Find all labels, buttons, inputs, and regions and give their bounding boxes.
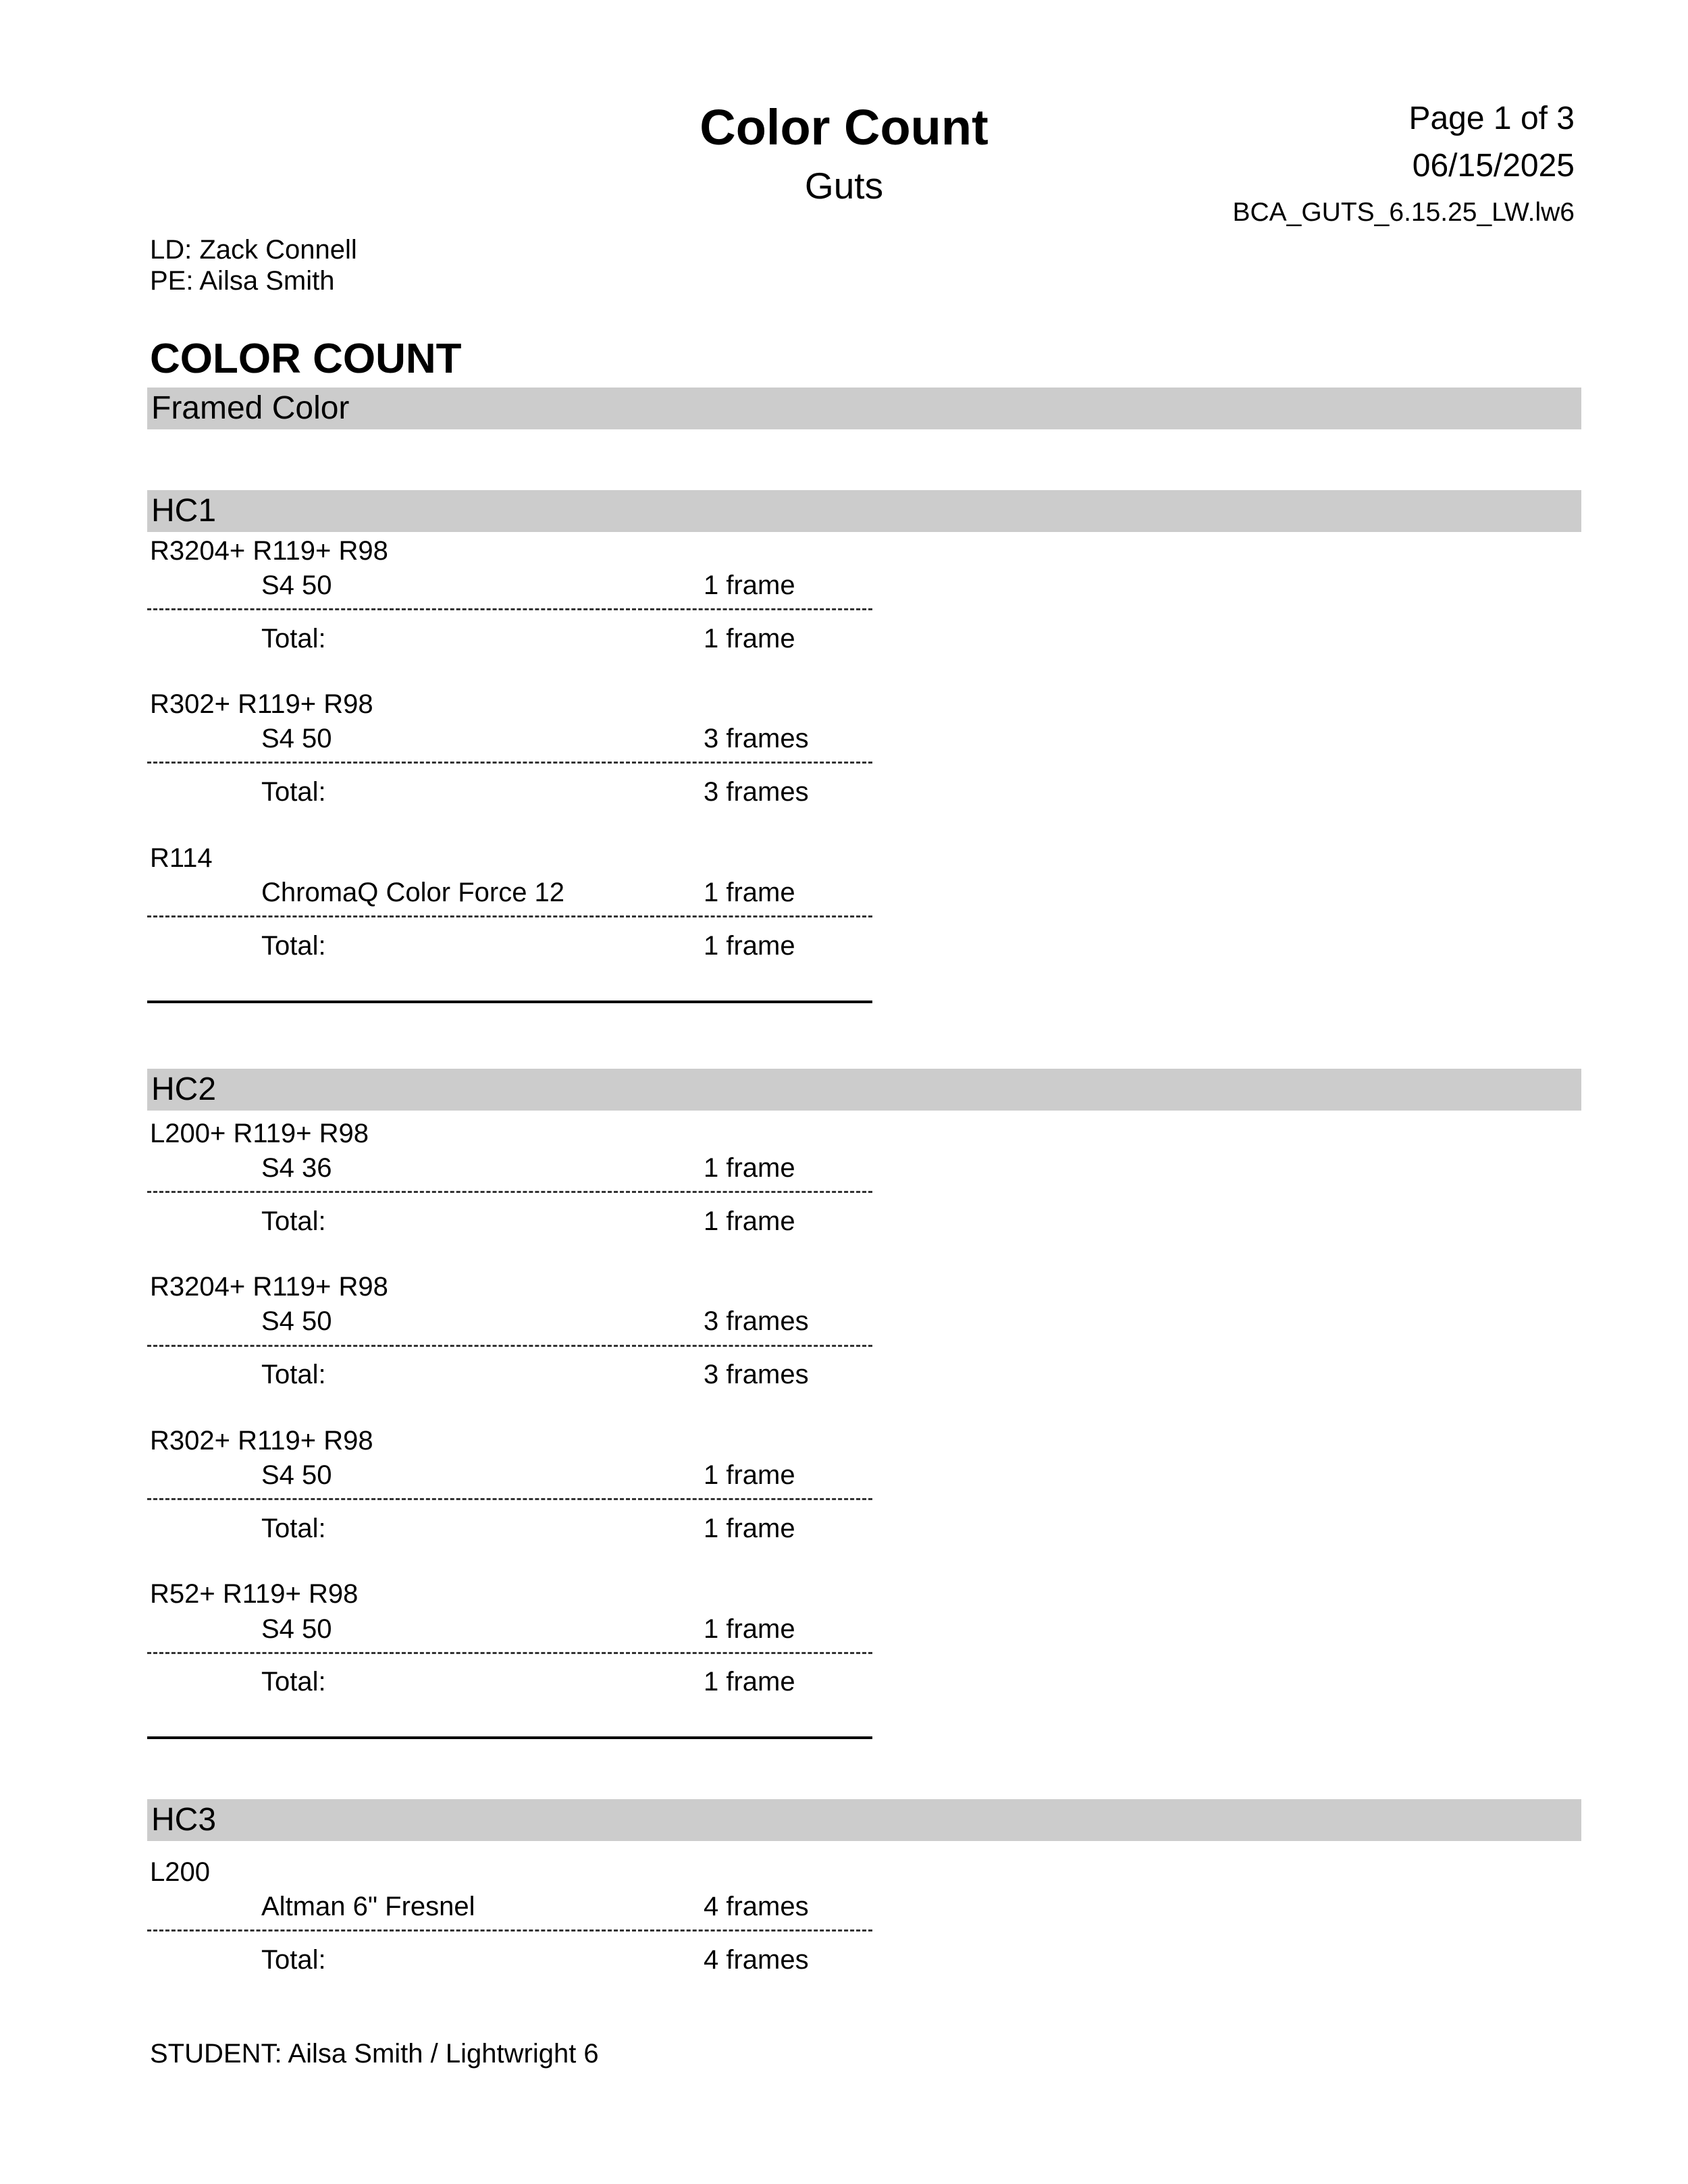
total-count: 1 frame (704, 931, 795, 961)
total-label: Total: (261, 777, 326, 807)
total-label: Total: (261, 624, 326, 654)
frame-count: 1 frame (704, 878, 795, 907)
dashed-divider (147, 1498, 872, 1500)
color-name: R3204+ R119+ R98 (150, 1272, 388, 1302)
section-bar-hc3 (147, 1799, 1581, 1841)
dashed-divider (147, 915, 872, 917)
total-label: Total: (261, 1667, 326, 1697)
document-date: 06/15/2025 (1412, 148, 1575, 184)
page-number: Page 1 of 3 (1408, 101, 1575, 136)
color-name: R114 (150, 843, 213, 873)
frame-count: 3 frames (704, 1306, 809, 1336)
dashed-divider (147, 1652, 872, 1654)
total-count: 3 frames (704, 1360, 809, 1389)
section-title: HC1 (151, 493, 217, 529)
dashed-divider (147, 1929, 872, 1932)
production-electrician: PE: Ailsa Smith (150, 266, 335, 296)
section-bar-hc1 (147, 490, 1581, 532)
frame-count: 1 frame (704, 570, 795, 600)
total-label: Total: (261, 1945, 326, 1975)
footer-note: STUDENT: Ailsa Smith / Lightwright 6 (150, 2039, 599, 2069)
section-bar-hc2 (147, 1069, 1581, 1111)
category-bar (147, 388, 1581, 429)
total-label: Total: (261, 931, 326, 961)
total-count: 1 frame (704, 1667, 795, 1697)
total-count: 3 frames (704, 777, 809, 807)
section-title: HC3 (151, 1802, 217, 1838)
instrument-type: S4 36 (261, 1153, 332, 1183)
total-count: 1 frame (704, 624, 795, 654)
color-name: R302+ R119+ R98 (150, 689, 373, 719)
instrument-type: S4 50 (261, 1306, 332, 1336)
instrument-type: ChromaQ Color Force 12 (261, 878, 565, 907)
frame-count: 4 frames (704, 1892, 809, 1921)
total-count: 1 frame (704, 1206, 795, 1236)
color-name: R52+ R119+ R98 (150, 1579, 359, 1609)
report-heading: COLOR COUNT (150, 336, 462, 382)
total-label: Total: (261, 1206, 326, 1236)
section-end-rule (147, 1001, 872, 1003)
dashed-divider (147, 1345, 872, 1347)
frame-count: 3 frames (704, 724, 809, 753)
frame-count: 1 frame (704, 1614, 795, 1644)
dashed-divider (147, 608, 872, 610)
document-subtitle: Guts (804, 165, 884, 207)
frame-count: 1 frame (704, 1460, 795, 1490)
lighting-designer: LD: Zack Connell (150, 235, 357, 265)
total-count: 4 frames (704, 1945, 809, 1975)
color-name: R302+ R119+ R98 (150, 1426, 373, 1456)
dashed-divider (147, 1191, 872, 1193)
instrument-type: S4 50 (261, 570, 332, 600)
section-title: HC2 (151, 1071, 217, 1107)
total-label: Total: (261, 1514, 326, 1543)
total-count: 1 frame (704, 1514, 795, 1543)
frame-count: 1 frame (704, 1153, 795, 1183)
document-title: Color Count (700, 99, 988, 155)
instrument-type: S4 50 (261, 724, 332, 753)
total-label: Total: (261, 1360, 326, 1389)
section-end-rule (147, 1736, 872, 1739)
instrument-type: S4 50 (261, 1614, 332, 1644)
color-name: L200+ R119+ R98 (150, 1119, 369, 1148)
color-name: L200 (150, 1857, 210, 1887)
instrument-type: Altman 6" Fresnel (261, 1892, 475, 1921)
category-label: Framed Color (151, 390, 350, 426)
dashed-divider (147, 762, 872, 764)
instrument-type: S4 50 (261, 1460, 332, 1490)
color-name: R3204+ R119+ R98 (150, 536, 388, 566)
document-filename: BCA_GUTS_6.15.25_LW.lw6 (1232, 198, 1575, 227)
